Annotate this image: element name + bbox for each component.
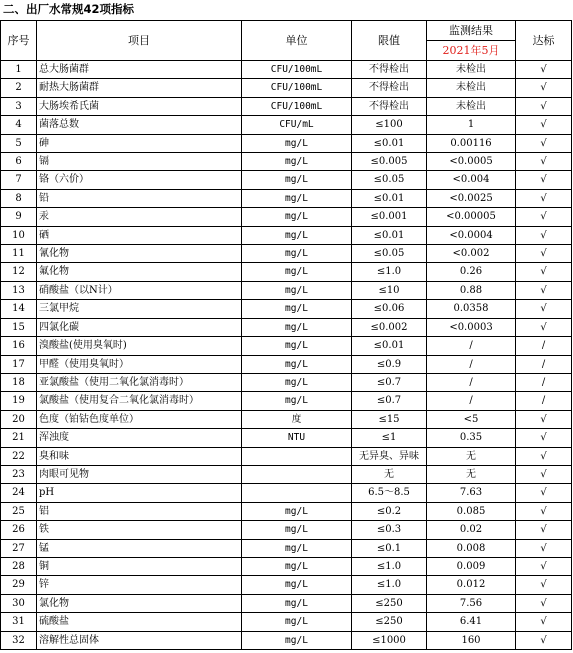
row-unit: mg/L xyxy=(242,337,352,355)
row-seq: 16 xyxy=(1,337,37,355)
row-seq: 26 xyxy=(1,521,37,539)
row-seq: 30 xyxy=(1,594,37,612)
table-row xyxy=(1,134,572,152)
row-unit: mg/L xyxy=(242,613,352,631)
row-unit: mg/L xyxy=(242,355,352,373)
row-item: 铝 xyxy=(37,502,242,520)
row-item: 肉眼可见物 xyxy=(37,465,242,483)
row-result: 0.008 xyxy=(427,539,516,557)
row-item: 锌 xyxy=(37,576,242,594)
row-unit: mg/L xyxy=(242,226,352,244)
row-result: 0.012 xyxy=(427,576,516,594)
row-unit: CFU/mL xyxy=(242,116,352,134)
row-result: 1 xyxy=(427,116,516,134)
row-unit: mg/L xyxy=(242,153,352,171)
table-row xyxy=(1,116,572,134)
row-item: 氯化物 xyxy=(37,594,242,612)
row-item: 铅 xyxy=(37,189,242,207)
row-seq: 4 xyxy=(1,116,37,134)
table-row xyxy=(1,613,572,631)
row-pass: √ xyxy=(516,576,572,594)
row-pass: √ xyxy=(516,557,572,575)
row-unit: mg/L xyxy=(242,539,352,557)
row-unit: mg/L xyxy=(242,245,352,263)
row-seq: 31 xyxy=(1,613,37,631)
table-row xyxy=(1,557,572,575)
row-item: 硝酸盐（以N计） xyxy=(37,281,242,299)
row-pass: √ xyxy=(516,484,572,502)
row-result: 0.085 xyxy=(427,502,516,520)
row-item: 菌落总数 xyxy=(37,116,242,134)
row-limit: ≤0.01 xyxy=(352,134,427,152)
row-limit: 无 xyxy=(352,465,427,483)
row-seq: 15 xyxy=(1,318,37,336)
row-limit: ≤0.01 xyxy=(352,226,427,244)
row-item: 溶解性总固体 xyxy=(37,631,242,649)
row-item: 汞 xyxy=(37,208,242,226)
row-result: <5 xyxy=(427,410,516,428)
row-limit: ≤1.0 xyxy=(352,263,427,281)
row-item: 亚氯酸盐（使用二氧化氯消毒时） xyxy=(37,373,242,391)
header-unit: 单位 xyxy=(242,21,352,61)
table-row xyxy=(1,337,572,355)
row-result: / xyxy=(427,392,516,410)
row-limit: ≤0.001 xyxy=(352,208,427,226)
row-seq: 5 xyxy=(1,134,37,152)
row-limit: ≤1.0 xyxy=(352,557,427,575)
row-unit: mg/L xyxy=(242,502,352,520)
table-row xyxy=(1,318,572,336)
row-unit: mg/L xyxy=(242,300,352,318)
row-pass: √ xyxy=(516,79,572,97)
row-item: 氟化物 xyxy=(37,263,242,281)
table-row xyxy=(1,410,572,428)
row-item: 浑浊度 xyxy=(37,429,242,447)
row-pass: √ xyxy=(516,631,572,649)
table-row xyxy=(1,502,572,520)
row-unit: CFU/100mL xyxy=(242,79,352,97)
row-pass: √ xyxy=(516,153,572,171)
row-result: 0.35 xyxy=(427,429,516,447)
row-unit: mg/L xyxy=(242,281,352,299)
row-limit: 不得检出 xyxy=(352,61,427,79)
row-pass: √ xyxy=(516,171,572,189)
row-result: / xyxy=(427,373,516,391)
row-seq: 11 xyxy=(1,245,37,263)
row-result: <0.00005 xyxy=(427,208,516,226)
table-row xyxy=(1,392,572,410)
header-item: 项目 xyxy=(37,21,242,61)
row-seq: 3 xyxy=(1,97,37,115)
row-limit: ≤0.7 xyxy=(352,392,427,410)
table-row xyxy=(1,447,572,465)
row-item: 锰 xyxy=(37,539,242,557)
row-seq: 17 xyxy=(1,355,37,373)
row-item: 臭和味 xyxy=(37,447,242,465)
row-item: 色度（铂钴色度单位） xyxy=(37,410,242,428)
row-seq: 20 xyxy=(1,410,37,428)
row-seq: 13 xyxy=(1,281,37,299)
row-pass: √ xyxy=(516,429,572,447)
row-pass: √ xyxy=(516,189,572,207)
row-item: 耐热大肠菌群 xyxy=(37,79,242,97)
row-pass: √ xyxy=(516,116,572,134)
row-seq: 1 xyxy=(1,61,37,79)
table-row xyxy=(1,245,572,263)
row-limit: ≤1 xyxy=(352,429,427,447)
row-result: 0.00116 xyxy=(427,134,516,152)
row-item: 甲醛（使用臭氧时） xyxy=(37,355,242,373)
row-unit: mg/L xyxy=(242,594,352,612)
water-quality-table xyxy=(0,20,572,650)
row-unit: mg/L xyxy=(242,134,352,152)
row-limit: 不得检出 xyxy=(352,79,427,97)
row-pass: √ xyxy=(516,594,572,612)
row-limit: ≤0.005 xyxy=(352,153,427,171)
row-pass: / xyxy=(516,392,572,410)
row-pass: √ xyxy=(516,318,572,336)
table-row xyxy=(1,521,572,539)
table-row xyxy=(1,373,572,391)
row-result: 0.88 xyxy=(427,281,516,299)
row-result: 未检出 xyxy=(427,97,516,115)
row-limit: ≤250 xyxy=(352,594,427,612)
row-seq: 21 xyxy=(1,429,37,447)
row-item: 溴酸盐(使用臭氧时) xyxy=(37,337,242,355)
row-seq: 18 xyxy=(1,373,37,391)
row-seq: 28 xyxy=(1,557,37,575)
row-result: / xyxy=(427,355,516,373)
row-item: 铁 xyxy=(37,521,242,539)
table-row xyxy=(1,465,572,483)
table-row xyxy=(1,153,572,171)
table-row xyxy=(1,189,572,207)
row-limit: ≤0.06 xyxy=(352,300,427,318)
row-limit: 无异臭、异味 xyxy=(352,447,427,465)
row-pass: √ xyxy=(516,447,572,465)
table-row xyxy=(1,429,572,447)
row-result: 未检出 xyxy=(427,61,516,79)
row-limit: ≤250 xyxy=(352,613,427,631)
row-result: 0.02 xyxy=(427,521,516,539)
row-item: 硫酸盐 xyxy=(37,613,242,631)
row-pass: √ xyxy=(516,465,572,483)
row-seq: 19 xyxy=(1,392,37,410)
table-row xyxy=(1,594,572,612)
row-unit: mg/L xyxy=(242,263,352,281)
header-result-label: 监测结果 xyxy=(427,21,515,41)
row-result: 无 xyxy=(427,447,516,465)
header-pass: 达标 xyxy=(516,21,572,61)
header-seq: 序号 xyxy=(1,21,37,61)
row-unit: mg/L xyxy=(242,373,352,391)
table-row xyxy=(1,263,572,281)
row-pass: / xyxy=(516,337,572,355)
row-pass: √ xyxy=(516,263,572,281)
row-seq: 8 xyxy=(1,189,37,207)
row-limit: 6.5～8.5 xyxy=(352,484,427,502)
row-unit: CFU/100mL xyxy=(242,97,352,115)
row-seq: 6 xyxy=(1,153,37,171)
row-pass: √ xyxy=(516,134,572,152)
row-result: <0.004 xyxy=(427,171,516,189)
row-limit: ≤100 xyxy=(352,116,427,134)
row-pass: / xyxy=(516,355,572,373)
row-result: <0.0025 xyxy=(427,189,516,207)
row-unit: mg/L xyxy=(242,521,352,539)
row-item: 镉 xyxy=(37,153,242,171)
header-limit: 限值 xyxy=(352,21,427,61)
table-row xyxy=(1,61,572,79)
row-item: 硒 xyxy=(37,226,242,244)
row-unit: mg/L xyxy=(242,392,352,410)
row-unit: CFU/100mL xyxy=(242,61,352,79)
row-result: 7.63 xyxy=(427,484,516,502)
table-row xyxy=(1,539,572,557)
row-limit: ≤0.1 xyxy=(352,539,427,557)
row-unit: 度 xyxy=(242,410,352,428)
table-row xyxy=(1,300,572,318)
row-pass: √ xyxy=(516,410,572,428)
row-limit: ≤0.2 xyxy=(352,502,427,520)
row-result: <0.0005 xyxy=(427,153,516,171)
page-title: 二、出厂水常规42项指标 xyxy=(3,2,135,16)
table-row xyxy=(1,576,572,594)
table-row xyxy=(1,208,572,226)
row-seq: 9 xyxy=(1,208,37,226)
row-seq: 27 xyxy=(1,539,37,557)
row-result: 0.26 xyxy=(427,263,516,281)
row-pass: √ xyxy=(516,521,572,539)
table-row xyxy=(1,79,572,97)
row-result: 0.0358 xyxy=(427,300,516,318)
row-unit xyxy=(242,465,352,483)
row-item: 铜 xyxy=(37,557,242,575)
row-seq: 32 xyxy=(1,631,37,649)
row-limit: ≤0.9 xyxy=(352,355,427,373)
row-item: 三氯甲烷 xyxy=(37,300,242,318)
row-item: 砷 xyxy=(37,134,242,152)
row-seq: 14 xyxy=(1,300,37,318)
row-item: pH xyxy=(37,484,242,502)
row-unit: NTU xyxy=(242,429,352,447)
row-pass: √ xyxy=(516,613,572,631)
table-row xyxy=(1,281,572,299)
table-row xyxy=(1,226,572,244)
row-result: 6.41 xyxy=(427,613,516,631)
row-unit: mg/L xyxy=(242,318,352,336)
row-item: 四氯化碳 xyxy=(37,318,242,336)
table-row xyxy=(1,484,572,502)
table-row xyxy=(1,97,572,115)
row-item: 总大肠菌群 xyxy=(37,61,242,79)
row-unit: mg/L xyxy=(242,171,352,189)
row-pass: / xyxy=(516,373,572,391)
table-row xyxy=(1,631,572,649)
row-item: 氰化物 xyxy=(37,245,242,263)
row-pass: √ xyxy=(516,208,572,226)
row-seq: 2 xyxy=(1,79,37,97)
row-seq: 10 xyxy=(1,226,37,244)
row-pass: √ xyxy=(516,226,572,244)
table-row xyxy=(1,355,572,373)
row-result: <0.0003 xyxy=(427,318,516,336)
row-limit: ≤0.01 xyxy=(352,189,427,207)
row-limit: ≤10 xyxy=(352,281,427,299)
row-limit: ≤15 xyxy=(352,410,427,428)
row-item: 铬（六价） xyxy=(37,171,242,189)
row-pass: √ xyxy=(516,97,572,115)
row-limit: ≤1.0 xyxy=(352,576,427,594)
row-unit xyxy=(242,484,352,502)
row-result: 0.009 xyxy=(427,557,516,575)
row-unit: mg/L xyxy=(242,557,352,575)
row-pass: √ xyxy=(516,539,572,557)
table-body xyxy=(1,61,572,650)
row-result: 7.56 xyxy=(427,594,516,612)
row-seq: 23 xyxy=(1,465,37,483)
row-limit: ≤0.05 xyxy=(352,171,427,189)
row-limit: ≤0.7 xyxy=(352,373,427,391)
row-result: 未检出 xyxy=(427,79,516,97)
row-seq: 24 xyxy=(1,484,37,502)
row-unit: mg/L xyxy=(242,189,352,207)
row-seq: 29 xyxy=(1,576,37,594)
row-pass: √ xyxy=(516,502,572,520)
row-result: <0.002 xyxy=(427,245,516,263)
header-result-date: 2021年5月 xyxy=(442,44,500,57)
row-seq: 22 xyxy=(1,447,37,465)
row-seq: 25 xyxy=(1,502,37,520)
row-pass: √ xyxy=(516,300,572,318)
row-item: 氯酸盐（使用复合二氧化氯消毒时） xyxy=(37,392,242,410)
row-pass: √ xyxy=(516,61,572,79)
row-limit: ≤0.002 xyxy=(352,318,427,336)
row-seq: 12 xyxy=(1,263,37,281)
row-pass: √ xyxy=(516,281,572,299)
row-result: <0.0004 xyxy=(427,226,516,244)
row-result: / xyxy=(427,337,516,355)
row-limit: ≤0.3 xyxy=(352,521,427,539)
row-unit: mg/L xyxy=(242,208,352,226)
row-limit: ≤0.01 xyxy=(352,337,427,355)
row-unit xyxy=(242,447,352,465)
row-unit: mg/L xyxy=(242,631,352,649)
row-item: 大肠埃希氏菌 xyxy=(37,97,242,115)
table-row xyxy=(1,171,572,189)
row-pass: √ xyxy=(516,245,572,263)
row-result: 160 xyxy=(427,631,516,649)
table-header-row xyxy=(1,21,572,61)
row-limit: ≤1000 xyxy=(352,631,427,649)
row-unit: mg/L xyxy=(242,576,352,594)
row-limit: 不得检出 xyxy=(352,97,427,115)
header-result xyxy=(427,21,516,61)
row-seq: 7 xyxy=(1,171,37,189)
row-result: 无 xyxy=(427,465,516,483)
row-limit: ≤0.05 xyxy=(352,245,427,263)
